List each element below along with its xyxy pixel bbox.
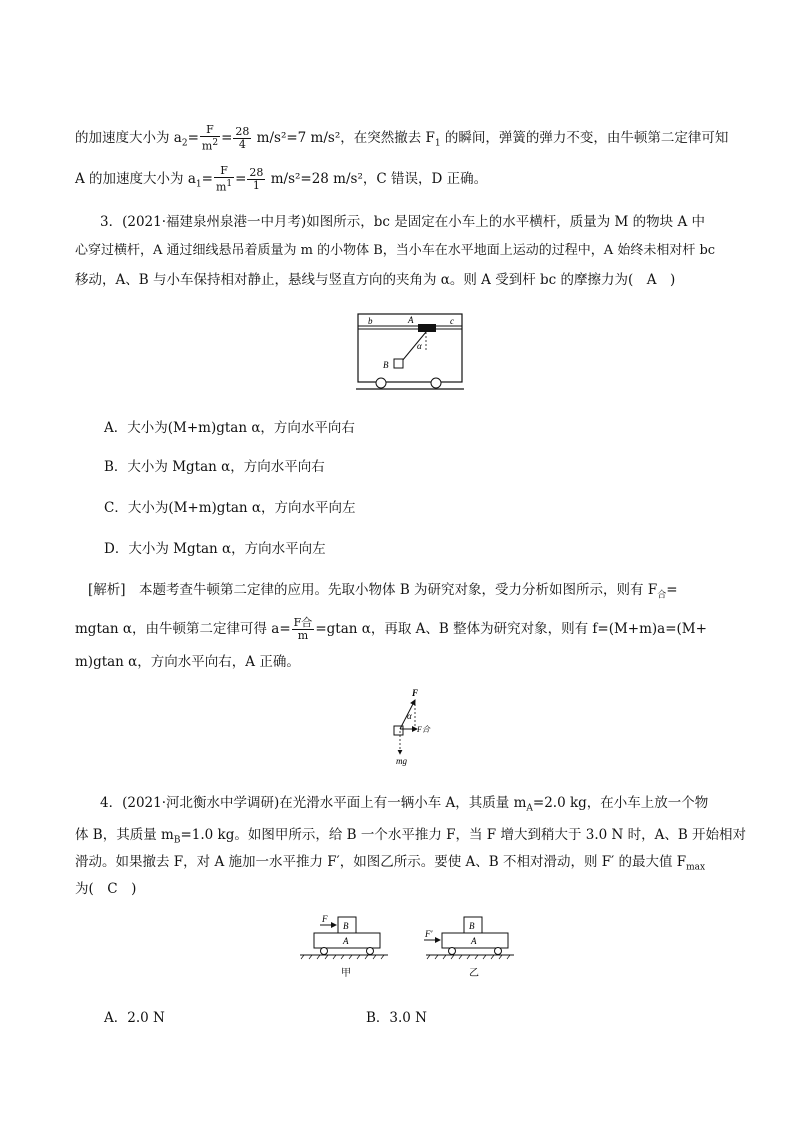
fraction-denominator: 1 (252, 178, 260, 192)
wheel-left (376, 378, 386, 388)
text: 体 B，其质量 m (75, 827, 174, 843)
force-diagram (386, 686, 442, 768)
block-b (394, 726, 403, 735)
label-b: B (469, 921, 475, 931)
q3-line-3: 移动，A、B 与小车保持相对静止，悬线与竖直方向的夹角为 α。则 A 受到杆 bc 的摩擦力为( A ) (75, 272, 676, 288)
label-f-net: F合 (417, 725, 430, 734)
fraction (292, 617, 315, 642)
label-mg: mg (396, 756, 407, 766)
q3-line-1: 3．(2021·福建泉州泉港一中月考)如图所示，bc 是固定在小车上的水平横杆，质量为 M 的物块 A 中 (100, 214, 706, 230)
fraction-numerator: 28 (235, 124, 250, 138)
q3-analysis-line-2 (75, 617, 707, 642)
q4-option-a: A．2.0 N (104, 1010, 165, 1026)
fraction-numerator: F合 (293, 616, 313, 629)
subscript: B (173, 835, 181, 846)
wheel-right (495, 948, 502, 955)
text: 滑动。如果撤去 F，对 A 施加一水平推力 F′，如图乙所示。要使 A、B 不相对滑动，则 F′ 的最大值 F (75, 854, 687, 870)
label-block-b: B (383, 360, 389, 370)
q4-line-1 (100, 793, 708, 819)
text: = (221, 129, 233, 146)
q3-option-d: D．大小为 Mgtan α，方向水平向左 (104, 541, 326, 557)
text: 的加速度大小为 a (75, 129, 182, 146)
text: mgtan α，由牛顿第二定律可得 a= (75, 621, 291, 637)
prev-line-1 (75, 124, 728, 154)
q3-option-b: B．大小为 Mgtan α，方向水平向右 (104, 459, 325, 475)
superscript: 1 (226, 179, 233, 189)
q4-option-b: B．3.0 N (366, 1010, 427, 1026)
fraction (247, 167, 265, 192)
q3-option-a: A．大小为(M+m)gtan α，方向水平向右 (104, 420, 355, 436)
label-a: A (471, 936, 477, 946)
fraction-numerator: 28 (249, 165, 264, 179)
fraction-numerator: F (214, 165, 234, 178)
text: m/s²=28 m/s²，C 错误，D 正确。 (266, 170, 488, 187)
text: =1.0 kg。如图甲所示，给 B 一个水平推力 F，当 F 增大到稍大于 3.0 N 时，A、B 开始相对 (180, 827, 747, 843)
caption-yi: 乙 (469, 968, 479, 979)
string (402, 332, 426, 361)
text: = (201, 170, 213, 187)
subscript: max (686, 862, 706, 873)
caption-jia: 甲 (341, 968, 351, 979)
wheel-right (431, 378, 441, 388)
text: = (235, 170, 247, 187)
q3-analysis-line-3: m)gtan α，方向水平向右，A 正确。 (75, 654, 300, 670)
wheel-left (449, 948, 456, 955)
q4-figure-yi (422, 910, 514, 980)
q4-line-4: 为( C ) (75, 881, 137, 897)
block-b (394, 359, 403, 368)
subscript: A (526, 803, 533, 814)
prev-line-2 (75, 165, 487, 195)
block-a (418, 324, 436, 332)
fraction-denominator (214, 178, 234, 194)
text: m (201, 139, 213, 153)
text: m (215, 180, 227, 194)
q4-line-3 (75, 852, 705, 878)
fraction (214, 165, 234, 194)
text: = (187, 129, 199, 146)
wheel-right (367, 948, 374, 955)
q3-option-c: C．大小为(M+m)gtan α，方向水平向左 (104, 500, 356, 516)
text: =gtan α，再取 A、B 整体为研究对象，则有 f=(M+m)a=(M+ (315, 621, 707, 637)
fraction-denominator: 4 (238, 137, 246, 151)
label-f-prime: F′ (425, 929, 433, 939)
subscript: 1 (195, 179, 202, 190)
label-a: A (408, 315, 414, 325)
q4-figure-jia (300, 910, 388, 980)
text: m/s²=7 m/s²，在突然撤去 F (252, 129, 435, 146)
label-f: F (412, 688, 419, 698)
wheel-left (321, 948, 328, 955)
q3-analysis-line-1 (88, 580, 678, 606)
q4-line-2 (75, 825, 746, 851)
ground-hatch (427, 955, 510, 959)
text: = (666, 582, 678, 598)
label-alpha: α (407, 711, 412, 721)
text: =2.0 kg，在小车上放一个物 (532, 795, 709, 811)
label-b: b (368, 316, 373, 326)
label-f: F (322, 914, 328, 924)
text: A 的加速度大小为 a (75, 170, 196, 187)
fraction-numerator: F (200, 124, 220, 137)
text: [解析] 本题考查牛顿第二定律的应用。先取小物体 B 为研究对象，受力分析如图所示，则有 F (88, 582, 658, 598)
label-c: c (450, 316, 454, 326)
label-a: A (343, 936, 349, 946)
q3-line-2: 心穿过横杆，A 通过细线悬吊着质量为 m 的小物体 B，当小车在水平地面上运动的过程中，A 始终未相对杆 bc (75, 243, 716, 258)
fraction (233, 126, 251, 151)
subscript: 2 (181, 138, 188, 149)
fraction-denominator: m (297, 629, 309, 642)
text: 4．(2021·河北衡水中学调研)在光滑水平面上有一辆小车 A，其质量 m (100, 795, 527, 811)
label-alpha: α (417, 341, 422, 351)
ground-hatch (301, 955, 384, 959)
fraction (200, 124, 220, 153)
text: 的瞬间，弹簧的弹力不变，由牛顿第二定律可知 (440, 129, 729, 146)
subscript: 1 (434, 138, 441, 149)
fraction-denominator (200, 137, 220, 153)
label-b: B (343, 921, 349, 931)
superscript: 2 (212, 138, 219, 148)
q3-cart-figure (356, 310, 464, 392)
subscript: 合 (657, 590, 667, 601)
